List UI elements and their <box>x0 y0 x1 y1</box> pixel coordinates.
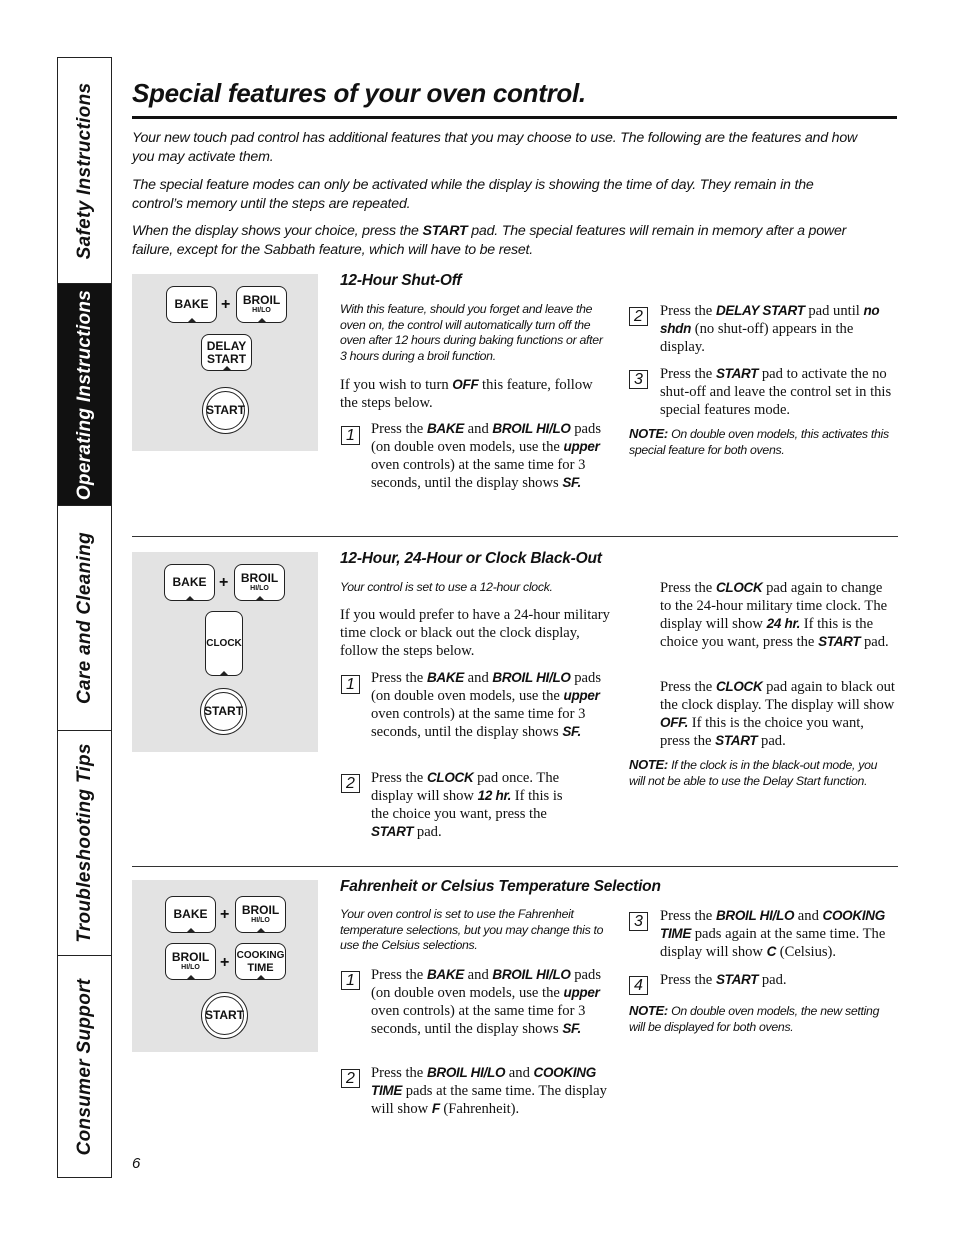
temperature-step-3: Press the BROIL HI/LO and COOKING TIME pads again at the same time. The display will show C (Celsius). <box>660 908 886 960</box>
tab-operating-instructions[interactable] <box>58 284 111 506</box>
broil-hi-lo-pad: BROIL HI/LO <box>236 286 287 323</box>
tab-label: Safety Instructions <box>73 82 95 259</box>
temperature-step-2: Press the BROIL HI/LO and COOKING TIME pads at the same time. The display will show F (Fahrenheit). <box>371 1065 607 1117</box>
temperature-note: NOTE: On double oven models, the new setting will be displayed for both ovens. <box>629 1003 880 1034</box>
tab-label: Troubleshooting Tips <box>73 743 95 943</box>
temperature-step-4: Press the START pad. <box>660 972 787 988</box>
step-number: 2 <box>341 1069 360 1088</box>
section-title-temperature: Fahrenheit or Celsius Temperature Selection <box>340 878 661 895</box>
step-number: 1 <box>341 971 360 990</box>
bake-pad: BAKE <box>166 286 217 323</box>
broil-hi-lo-pad: BROIL HI/LO <box>165 943 216 980</box>
broil-hi-lo-pad: BROIL HI/LO <box>234 564 285 601</box>
temperature-pad-illustration <box>132 880 318 1052</box>
bake-pad: BAKE <box>164 564 215 601</box>
clock-step-1: Press the BAKE and BROIL HI/LO pads (on double oven models, use the upper oven controls) at the same time for 3 seconds, until the display shows SF. <box>371 670 601 740</box>
tab-label: Care and Cleaning <box>73 532 95 704</box>
section-title-clock: 12-Hour, 24-Hour or Clock Black-Out <box>340 550 602 567</box>
clock-step-2: Press the CLOCK pad once. The display will show 12 hr. If this is the choice you want, press the START pad. <box>371 770 563 840</box>
cooking-time-pad: COOKING TIME <box>235 943 286 980</box>
clock-pad-illustration <box>132 552 318 752</box>
shutoff-intro: With this feature, should you forget and leave the oven on, the control will automatically turn off the oven after 12 hours during baking functions or after 3 hours during a broil function. <box>340 302 603 363</box>
shutoff-pad-illustration <box>132 274 318 451</box>
start-pad: START <box>200 688 247 735</box>
tab-consumer-support[interactable] <box>58 956 111 1178</box>
step-number: 4 <box>629 976 648 995</box>
plus-sign: + <box>220 906 230 923</box>
clock-black-out-text: Press the CLOCK pad again to black out the clock display. The display will show OFF. If this is the choice you want, press the START pad. <box>660 679 895 749</box>
shutoff-note: NOTE: On double oven models, this activates this special feature for both ovens. <box>629 426 889 457</box>
title-rule <box>132 116 897 119</box>
section-divider <box>132 866 898 867</box>
bake-pad: BAKE <box>165 896 216 933</box>
clock-intro: Your control is set to use a 12-hour clock. <box>340 580 553 594</box>
intro-paragraph-3: When the display shows your choice, press the START pad. The special features will remain in memory after a power failure, except for the Sabbath feature, which will have to be reset. <box>132 223 847 258</box>
step-number: 2 <box>341 774 360 793</box>
step-number: 1 <box>341 426 360 445</box>
broil-hi-lo-pad: BROIL HI/LO <box>235 896 286 933</box>
step-number: 3 <box>629 912 648 931</box>
plus-sign: + <box>220 954 230 971</box>
section-title-shutoff: 12-Hour Shut-Off <box>340 272 462 289</box>
page-title: Special features of your oven control. <box>132 78 586 108</box>
delay-start-pad: DELAY START <box>201 334 252 371</box>
step-number: 1 <box>341 675 360 694</box>
start-pad: START <box>201 992 248 1039</box>
clock-prefer-text: If you would prefer to have a 24-hour military time clock or black out the clock display, follow the steps below. <box>340 607 610 659</box>
temperature-intro: Your oven control is set to use the Fahrenheit temperature selections, but you may change this to use the Celsius selections. <box>340 907 604 952</box>
plus-sign: + <box>219 574 229 591</box>
tab-care-and-cleaning[interactable] <box>58 506 111 731</box>
intro-paragraph-1: Your new touch pad control has additional features that you may choose to use. The following are the features and how you may activate them. <box>132 130 858 165</box>
clock-note: NOTE: If the clock is in the black-out mode, you will not be able to use the Delay Start function. <box>629 757 878 788</box>
page-number: 6 <box>132 1155 141 1172</box>
shutoff-step-3: Press the START pad to activate the no shut-off and leave the control set in this special features mode. <box>660 366 892 418</box>
shutoff-step-2: Press the DELAY START pad until no shdn (no shut-off) appears in the display. <box>660 303 880 355</box>
tab-troubleshooting-tips[interactable] <box>58 731 111 956</box>
section-divider <box>132 536 898 537</box>
temperature-step-1: Press the BAKE and BROIL HI/LO pads (on double oven models, use the upper oven controls) at the same time for 3 seconds, until the display shows SF. <box>371 967 601 1037</box>
start-pad: START <box>202 387 249 434</box>
step-number: 3 <box>629 370 648 389</box>
step-number: 2 <box>629 307 648 326</box>
plus-sign: + <box>221 296 231 313</box>
shutoff-turn-off-text: If you wish to turn OFF this feature, follow the steps below. <box>340 377 593 411</box>
tab-label: Consumer Support <box>73 978 95 1156</box>
shutoff-step-1: Press the BAKE and BROIL HI/LO pads (on double oven models, use the upper oven controls) at the same time for 3 seconds, until the display shows SF. <box>371 421 601 491</box>
intro-paragraph-2: The special feature modes can only be activated while the display is showing the time of day. They remain in the control’s memory until the steps are repeated. <box>132 177 814 212</box>
tab-label: Operating Instructions <box>73 289 95 500</box>
side-tab-bar <box>57 57 112 1178</box>
tab-safety-instructions[interactable] <box>58 58 111 284</box>
clock-pad: CLOCK <box>205 611 243 676</box>
clock-24-hour-text: Press the CLOCK pad again to change to the 24-hour military time clock. The display will show 24 hr. If this is the choice you want, press the START pad. <box>660 580 889 650</box>
